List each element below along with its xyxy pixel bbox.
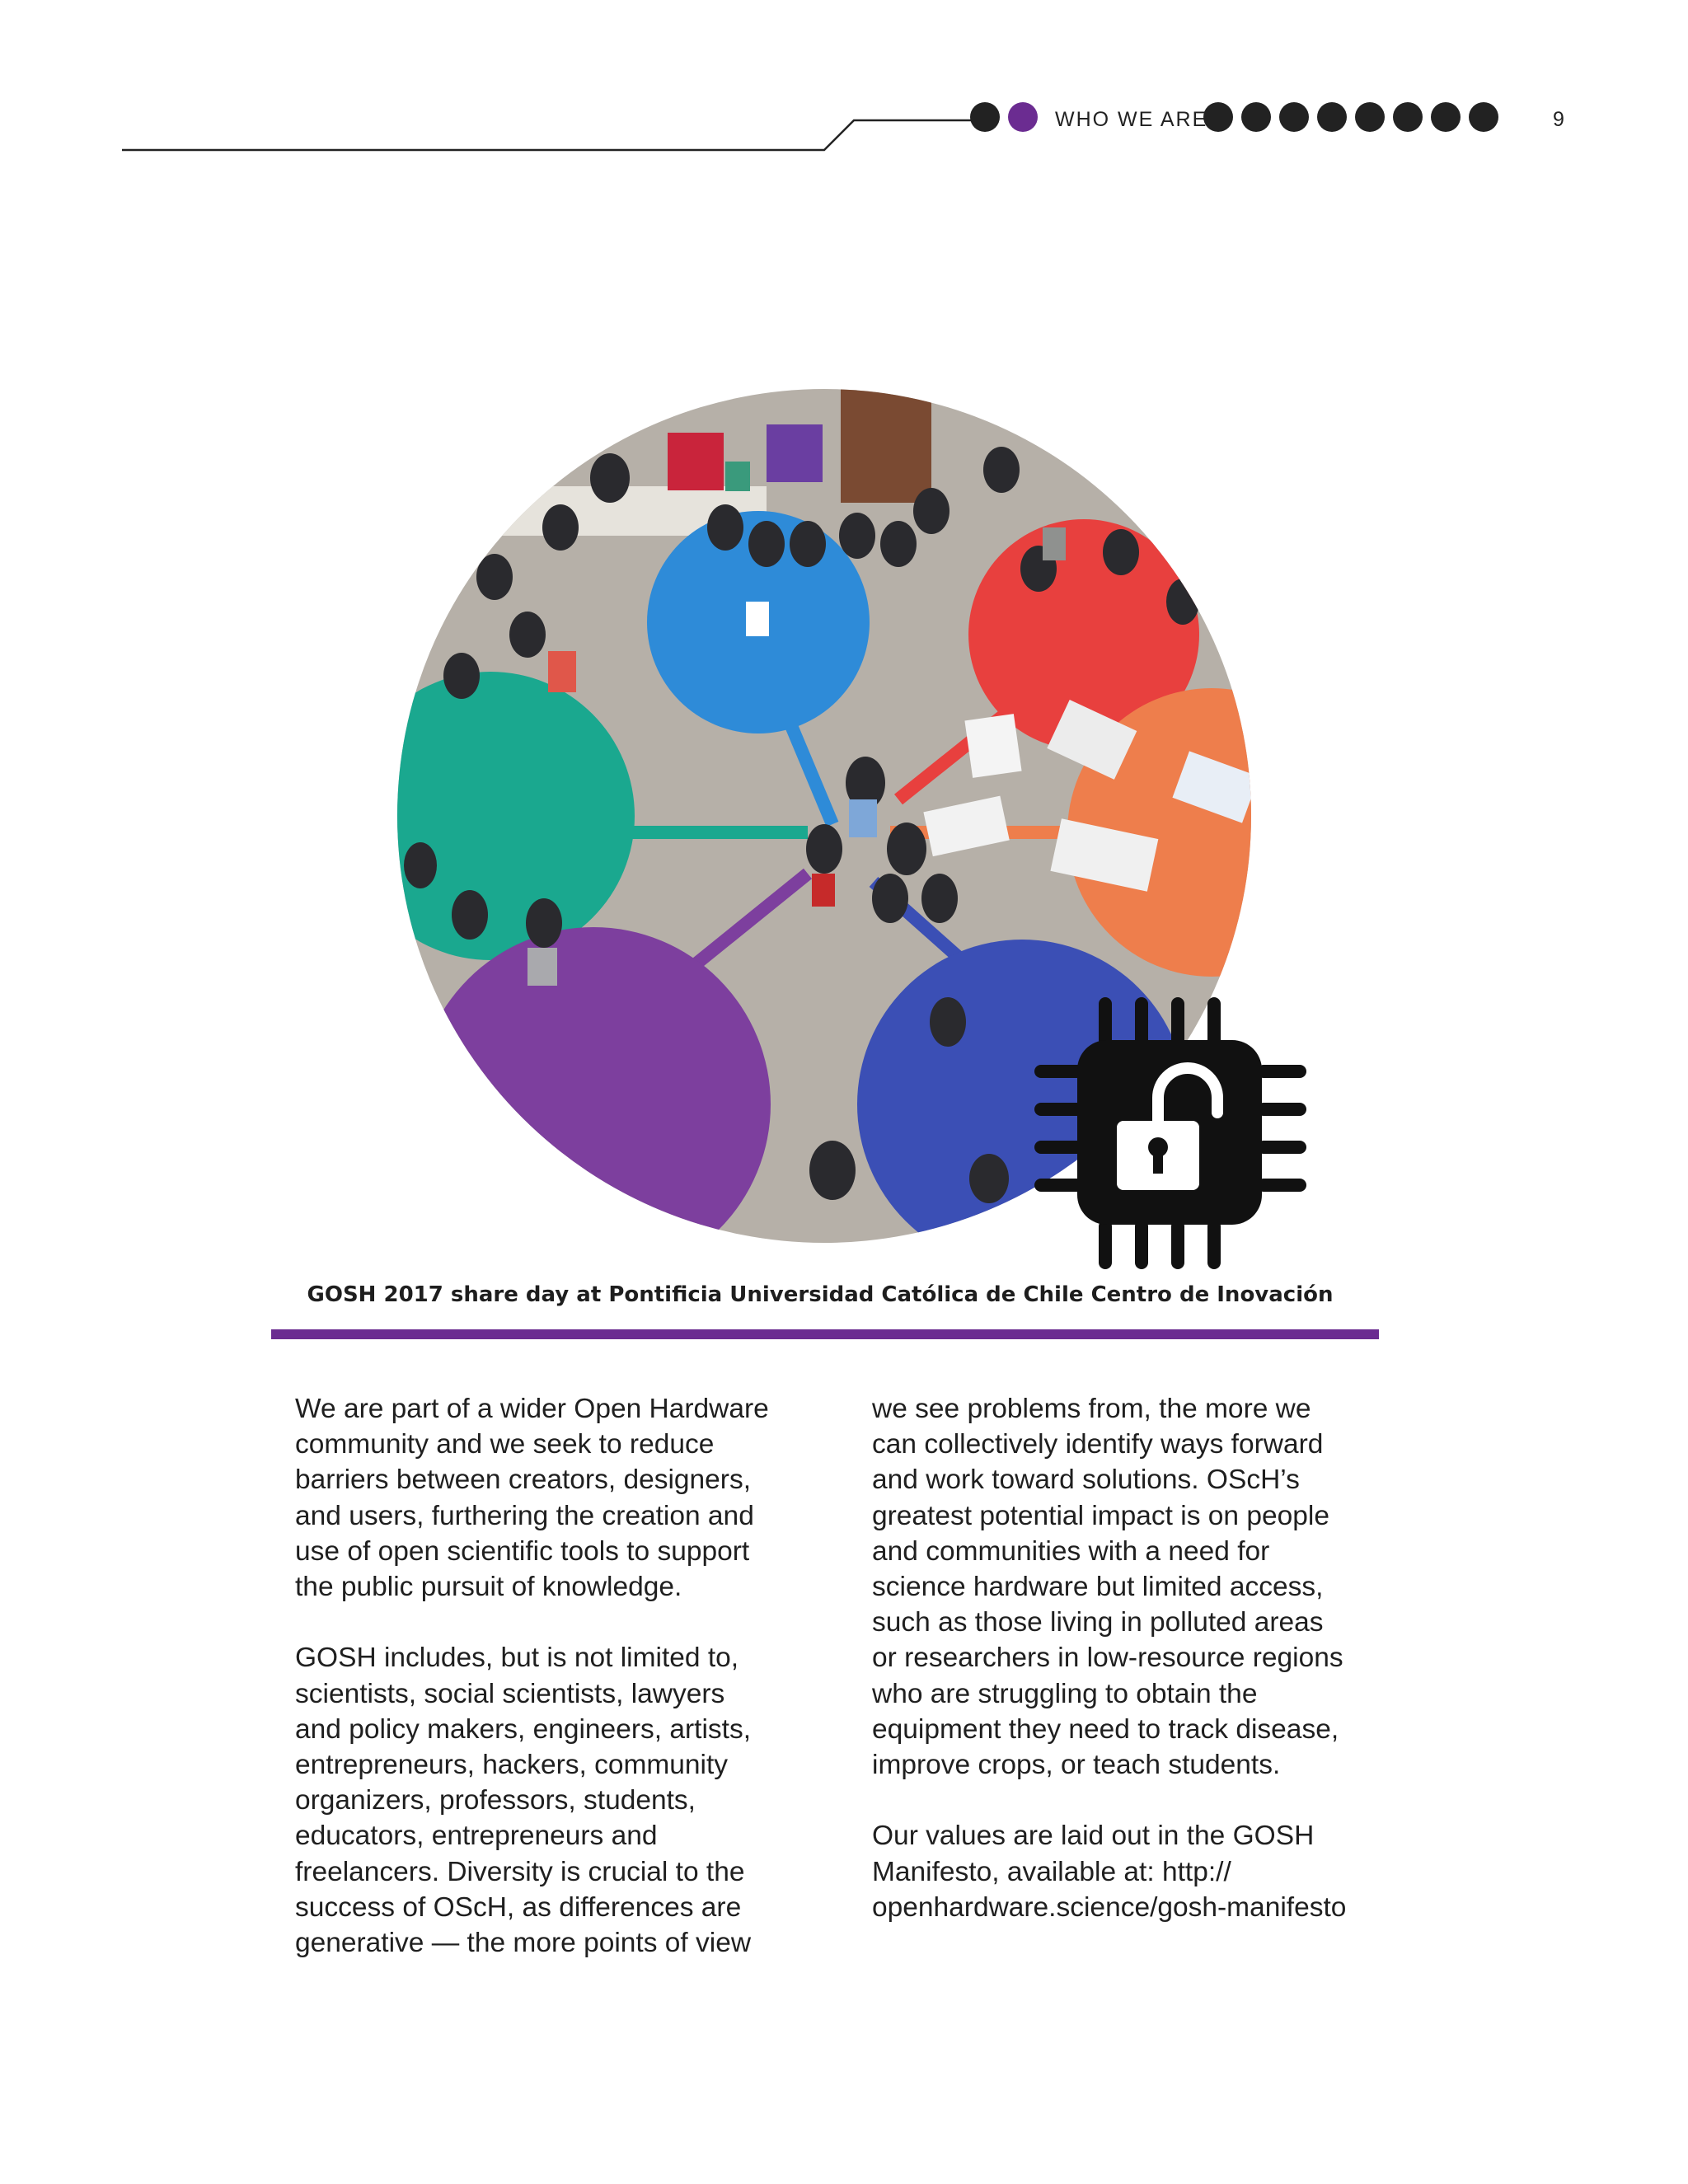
section-label: WHO WE ARE xyxy=(1055,108,1208,131)
progress-dot xyxy=(1393,102,1423,132)
wooden-wall xyxy=(841,387,931,503)
paragraph: Our values are laid out in the GOSH Manifesto, available at: http:// openhardware.science/gosh-manifesto xyxy=(872,1821,1347,1923)
unlocked-chip-icon xyxy=(1034,997,1306,1269)
progress-dot xyxy=(970,102,1000,132)
progress-dot xyxy=(1279,102,1309,132)
header-decoration xyxy=(0,0,1688,165)
progress-dot xyxy=(1469,102,1498,132)
paragraph: we see problems from, the more we can collectively identify ways forward and work toward solutions. OScH’s greatest potential impact is on people and communities with a need for science hardware but limited access, such as those living in polluted areas or researchers in low-resource regions who are struggling to obtain the equipment they need to track disease, improve crops, or teach students. xyxy=(872,1394,1343,1781)
progress-dot xyxy=(1241,102,1271,132)
progress-dot xyxy=(1203,102,1233,132)
progress-dots-after xyxy=(1203,102,1498,132)
progress-dots-before xyxy=(970,102,1038,132)
progress-dot xyxy=(1317,102,1347,132)
body-column-left xyxy=(295,1391,856,1996)
progress-dot xyxy=(1431,102,1461,132)
body-column-right xyxy=(872,1391,1432,1961)
paragraph: We are part of a wider Open Hardware community and we seek to reduce barriers between creators, designers, and users, furthering the creation and use of open scientific tools to support the public pursuit of knowledge. xyxy=(295,1394,769,1603)
purple-box xyxy=(767,424,823,482)
progress-dot-active xyxy=(1008,102,1038,132)
caption-divider xyxy=(271,1329,1379,1339)
red-box xyxy=(668,433,724,490)
figure-caption: GOSH 2017 share day at Pontificia Universidad Católica de Chile Centro de Inovación xyxy=(307,1282,1334,1307)
page-number: 9 xyxy=(1553,108,1564,131)
header-line xyxy=(122,120,981,150)
paragraph: GOSH includes, but is not limited to, scientists, social scientists, lawyers and policy makers, engineers, artists, entrepreneurs, hackers, community organizers, professors, students, educators, entrepreneurs and freelancers. Diversity is crucial to the success of OScH, as differences are generative — the more points of view xyxy=(295,1643,752,1959)
progress-dot xyxy=(1355,102,1385,132)
